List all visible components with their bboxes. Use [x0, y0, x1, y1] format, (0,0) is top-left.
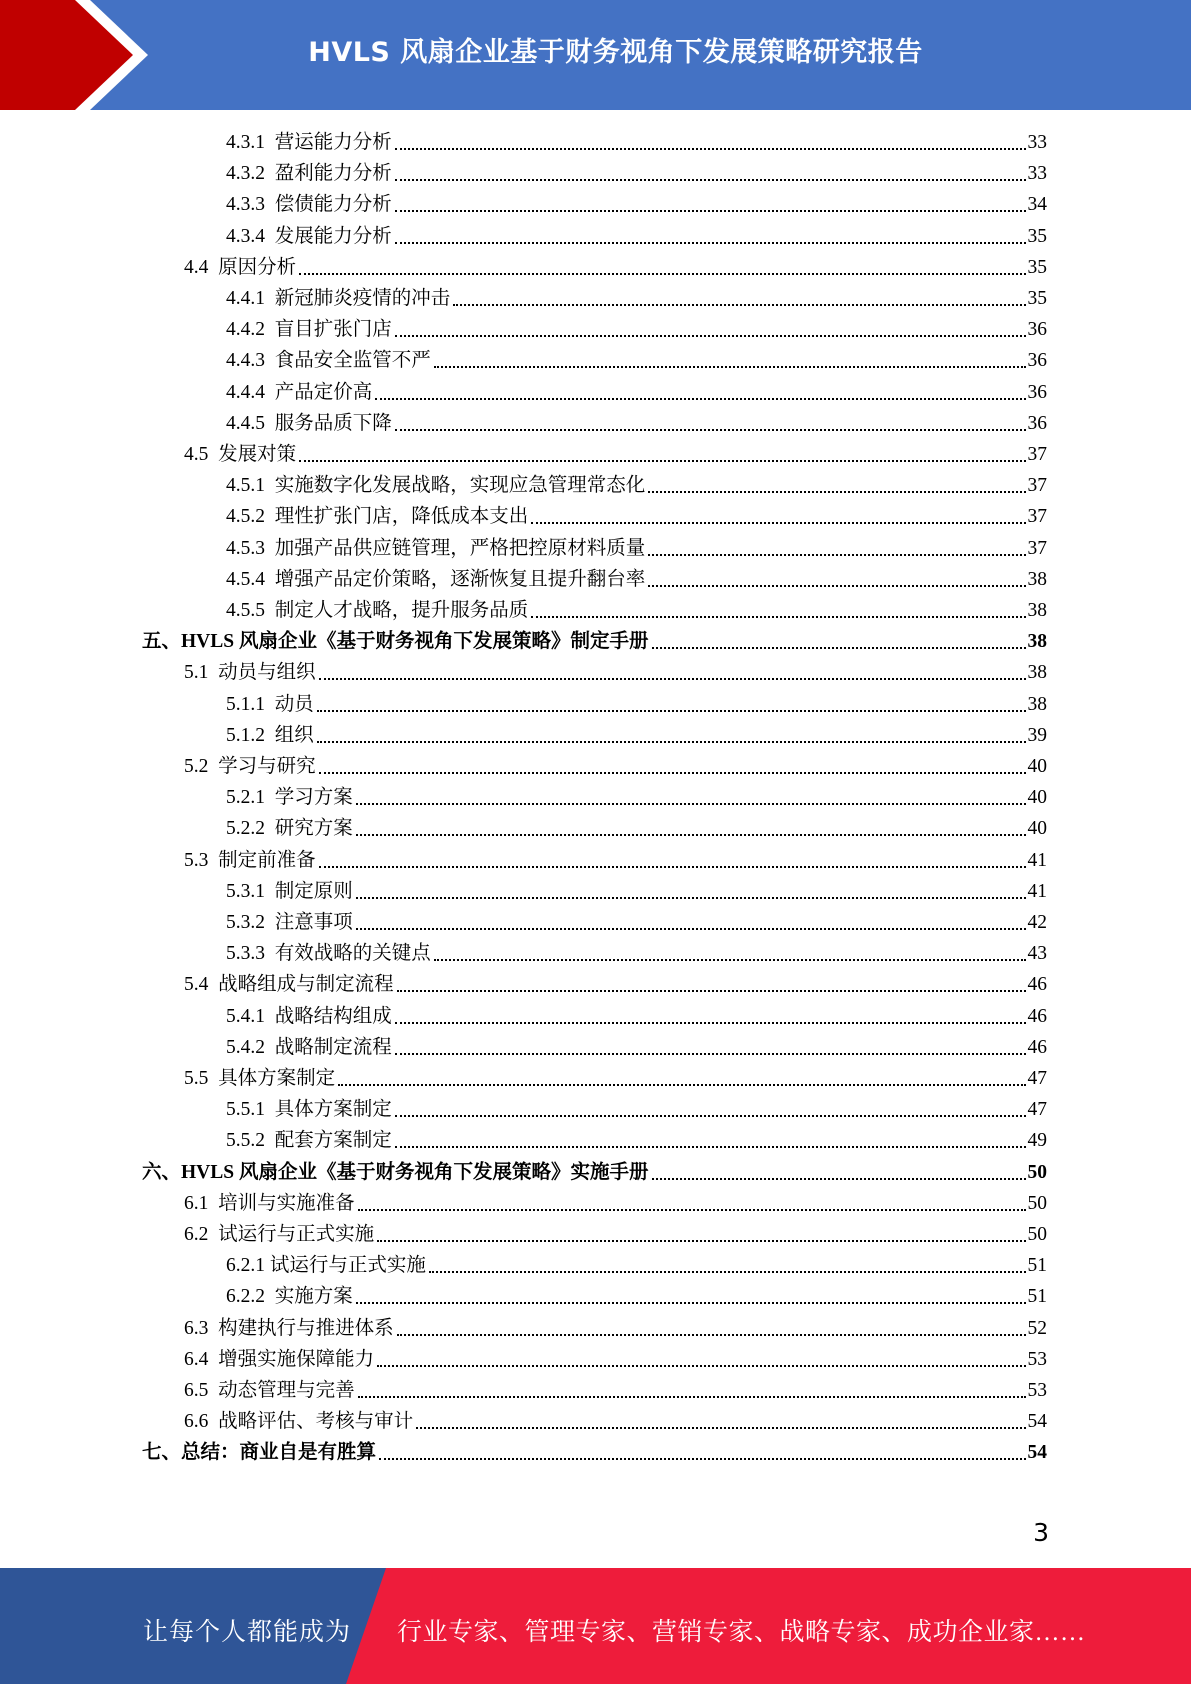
toc-entry-title: 营运能力分析 — [274, 132, 392, 153]
toc-dot-leader — [395, 179, 1026, 181]
toc-entry-title: 培训与实施准备 — [218, 1192, 355, 1214]
toc-entry[interactable] — [226, 876, 1047, 907]
toc-entry[interactable] — [184, 1344, 1047, 1375]
toc-entry-page: 54 — [1027, 1442, 1047, 1464]
toc-entry-page: 46 — [1027, 974, 1047, 996]
toc-entry-page: 47 — [1027, 1068, 1047, 1089]
toc-entry-page: 51 — [1027, 1255, 1047, 1277]
toc-dot-leader — [356, 928, 1026, 930]
toc-entry-title: 学习方案 — [274, 787, 353, 809]
toc-dot-leader — [356, 897, 1026, 899]
toc-entry-number: 6.2.1 — [226, 1255, 270, 1277]
toc-dot-leader — [317, 741, 1026, 743]
toc-entry-title: 注意事项 — [274, 912, 353, 933]
toc-entry-page: 53 — [1027, 1380, 1047, 1401]
toc-entry-number: 4.4.3 — [226, 350, 275, 372]
toc-entry-page: 50 — [1027, 1161, 1047, 1183]
toc-entry-number: 六、 — [142, 1161, 182, 1183]
toc-entry-page: 38 — [1027, 631, 1047, 653]
toc-entry-title: 发展能力分析 — [274, 225, 392, 247]
toc-entry-number: 5.2.2 — [226, 818, 275, 840]
toc-entry-page: 46 — [1027, 1036, 1047, 1058]
toc-entry[interactable] — [226, 1032, 1047, 1063]
toc-dot-leader — [319, 866, 1026, 868]
footer-slogan-left: 让每个人都能成为 — [143, 1619, 352, 1646]
toc-entry[interactable] — [142, 1437, 1047, 1468]
toc-entry-title: 食品安全监管不严 — [274, 350, 431, 372]
toc-entry[interactable] — [226, 314, 1047, 345]
toc-dot-leader — [395, 1146, 1026, 1148]
toc-entry-page: 42 — [1027, 912, 1047, 933]
toc-dot-leader — [648, 585, 1025, 587]
toc-dot-leader — [652, 647, 1026, 649]
toc-entry-title: 增强产品定价策略，逐渐恢复且提升翻台率 — [274, 568, 646, 590]
toc-entry-page: 49 — [1027, 1130, 1047, 1152]
toc-entry-number: 5.5.1 — [226, 1099, 275, 1121]
toc-entry-number: 4.5.3 — [226, 537, 275, 559]
toc-entry-page: 35 — [1027, 256, 1047, 278]
toc-entry[interactable] — [226, 533, 1047, 564]
toc-entry-page: 37 — [1027, 475, 1047, 497]
toc-entry-page: 37 — [1027, 506, 1047, 528]
toc-dot-leader — [299, 460, 1025, 462]
toc-entry-page: 33 — [1027, 163, 1047, 185]
toc-dot-leader — [395, 335, 1026, 337]
toc-entry[interactable] — [226, 938, 1047, 969]
toc-entry-number: 5.3.2 — [226, 912, 275, 933]
toc-entry-page: 41 — [1027, 849, 1047, 871]
toc-entry[interactable] — [226, 408, 1047, 439]
toc-entry-page: 36 — [1027, 412, 1047, 434]
toc-entry[interactable] — [226, 470, 1047, 501]
toc-entry-page: 50 — [1027, 1224, 1047, 1245]
toc-entry-page: 36 — [1027, 319, 1047, 341]
toc-entry-number: 5.5.2 — [226, 1130, 275, 1152]
toc-dot-leader — [416, 1427, 1025, 1429]
toc-dot-leader — [377, 1240, 1025, 1242]
toc-dot-leader — [319, 678, 1026, 680]
toc-entry-page: 38 — [1027, 568, 1047, 590]
toc-entry-title: 配套方案制定 — [274, 1130, 392, 1152]
toc-entry[interactable] — [226, 345, 1047, 376]
toc-entry-number: 5.4 — [184, 974, 219, 996]
toc-entry-title: 具体方案制定 — [274, 1099, 392, 1121]
toc-entry-title: 试运行与正式实施 — [269, 1255, 426, 1277]
toc-entry-number: 6.4 — [184, 1348, 219, 1370]
toc-dot-leader — [531, 616, 1025, 618]
toc-entry-page: 46 — [1027, 1005, 1047, 1027]
toc-entry-number: 5.1 — [184, 662, 219, 684]
toc-entry-page: 40 — [1027, 756, 1047, 777]
toc-dot-leader — [453, 304, 1025, 306]
toc-entry-page: 33 — [1027, 132, 1047, 153]
toc-entry-title: 动态管理与完善 — [218, 1380, 355, 1401]
toc-entry-title: 理性扩张门店，降低成本支出 — [274, 506, 529, 528]
toc-dot-leader — [395, 242, 1026, 244]
toc-dot-leader — [377, 1365, 1025, 1367]
toc-entry-number: 4.4.2 — [226, 319, 275, 341]
toc-entry-title: HVLS 风扇企业《基于财务视角下发展策略》制定手册 — [181, 631, 649, 653]
toc-entry-page: 47 — [1027, 1099, 1047, 1121]
toc-entry-number: 4.3.4 — [226, 225, 275, 247]
toc-entry-title: 盈利能力分析 — [274, 163, 392, 185]
toc-entry[interactable] — [142, 626, 1047, 657]
toc-entry-page: 36 — [1027, 350, 1047, 372]
toc-dot-leader — [648, 491, 1025, 493]
toc-entry-number: 6.5 — [184, 1380, 219, 1401]
toc-entry-title: 原因分析 — [218, 256, 297, 278]
toc-dot-leader — [652, 1178, 1026, 1180]
toc-entry-title: 增强实施保障能力 — [218, 1348, 375, 1370]
toc-entry-number: 5.1.2 — [226, 724, 275, 746]
page-number: 3 — [1033, 1518, 1049, 1547]
toc-entry-page: 54 — [1027, 1411, 1047, 1433]
toc-entry-title: 动员与组织 — [218, 662, 316, 684]
toc-entry-page: 51 — [1027, 1286, 1047, 1308]
toc-entry-page: 38 — [1027, 662, 1047, 684]
toc-entry-number: 4.5.5 — [226, 600, 275, 621]
footer-banner — [0, 1568, 1191, 1684]
toc-entry-number: 5.2.1 — [226, 787, 275, 809]
toc-entry-title: 偿债能力分析 — [274, 194, 392, 216]
toc-entry-number: 6.6 — [184, 1411, 219, 1433]
header-bar — [0, 0, 1191, 110]
toc-entry-title: 发展对策 — [218, 444, 297, 465]
toc-entry[interactable] — [184, 1063, 1047, 1094]
toc-entry-number: 5.5 — [184, 1068, 219, 1089]
toc-entry-page: 43 — [1027, 943, 1047, 965]
toc-entry-number: 5.1.1 — [226, 693, 275, 715]
toc-entry[interactable] — [226, 158, 1047, 189]
toc-entry-title: 学习与研究 — [218, 756, 316, 777]
toc-entry-number: 6.3 — [184, 1317, 219, 1339]
toc-entry-number: 4.4.4 — [226, 381, 275, 403]
toc-entry[interactable] — [226, 189, 1047, 220]
toc-entry[interactable] — [226, 1125, 1047, 1156]
toc-entry[interactable] — [184, 657, 1047, 688]
toc-entry-number: 5.4.2 — [226, 1036, 275, 1058]
toc-entry[interactable] — [226, 689, 1047, 720]
toc-dot-leader — [397, 990, 1026, 992]
toc-entry-number: 4.4 — [184, 256, 219, 278]
toc-dot-leader — [395, 148, 1026, 150]
toc-entry[interactable] — [226, 907, 1047, 938]
toc-entry-title: 具体方案制定 — [218, 1068, 336, 1089]
toc-entry-page: 34 — [1027, 194, 1047, 216]
toc-entry-page: 52 — [1027, 1317, 1047, 1339]
toc-entry[interactable] — [184, 252, 1047, 283]
toc-dot-leader — [356, 1302, 1026, 1304]
toc-entry-number: 5.3 — [184, 849, 219, 871]
toc-entry-page: 35 — [1027, 288, 1047, 309]
toc-entry-page: 36 — [1027, 381, 1047, 403]
toc-entry-page: 53 — [1027, 1348, 1047, 1370]
toc-entry-number: 5.3.1 — [226, 880, 275, 902]
toc-entry[interactable] — [226, 1094, 1047, 1125]
toc-entry-title: 制定原则 — [274, 880, 353, 902]
toc-entry[interactable] — [226, 127, 1047, 158]
toc-entry-title: 动员 — [274, 693, 314, 715]
toc-dot-leader — [299, 273, 1025, 275]
toc-entry-number: 5.4.1 — [226, 1005, 275, 1027]
toc-entry[interactable] — [184, 1375, 1047, 1406]
toc-dot-leader — [395, 210, 1026, 212]
toc-dot-leader — [356, 834, 1026, 836]
toc-entry[interactable] — [184, 439, 1047, 470]
toc-dot-leader — [358, 1209, 1026, 1211]
toc-entry-title: 总结：商业自是有胜算 — [181, 1442, 377, 1464]
toc-entry-number: 6.2.2 — [226, 1286, 275, 1308]
toc-entry-title: 服务品质下降 — [274, 412, 392, 434]
toc-entry[interactable] — [226, 1001, 1047, 1032]
toc-entry-number: 6.1 — [184, 1192, 219, 1214]
toc-entry[interactable] — [184, 1219, 1047, 1250]
toc-dot-leader — [397, 1334, 1026, 1336]
toc-entry-title: 有效战略的关键点 — [274, 943, 431, 965]
toc-entry-page: 50 — [1027, 1192, 1047, 1214]
toc-entry-page: 37 — [1027, 537, 1047, 559]
toc-entry[interactable] — [184, 751, 1047, 782]
toc-dot-leader — [434, 366, 1026, 368]
toc-entry[interactable] — [184, 1406, 1047, 1437]
document-title: HVLS 风扇企业基于财务视角下发展策略研究报告 — [308, 37, 923, 68]
toc-entry-page: 35 — [1027, 225, 1047, 247]
toc-entry-number: 6.2 — [184, 1224, 219, 1245]
toc-dot-leader — [395, 1053, 1026, 1055]
toc-dot-leader — [358, 1396, 1026, 1398]
toc-entry-number: 4.5 — [184, 444, 219, 465]
toc-entry-page: 38 — [1027, 600, 1047, 621]
toc-entry-title: 战略结构组成 — [274, 1005, 392, 1027]
toc-entry[interactable] — [184, 969, 1047, 1000]
toc-entry-title: 制定人才战略，提升服务品质 — [274, 600, 529, 621]
toc-dot-leader — [429, 1271, 1026, 1273]
toc-entry-title: 构建执行与推进体系 — [218, 1317, 394, 1339]
toc-entry-title: 实施数字化发展战略，实现应急管理常态化 — [274, 475, 646, 497]
toc-entry-number: 4.5.1 — [226, 475, 275, 497]
toc-entry[interactable] — [226, 501, 1047, 532]
toc-entry-title: 战略制定流程 — [274, 1036, 392, 1058]
toc-entry-number: 4.4.1 — [226, 288, 275, 309]
toc-entry[interactable] — [184, 1313, 1047, 1344]
toc-dot-leader — [319, 772, 1026, 774]
toc-entry-title: 战略评估、考核与审计 — [218, 1411, 414, 1433]
toc-entry-number: 五、 — [142, 631, 182, 653]
toc-dot-leader — [379, 1458, 1025, 1460]
toc-entry-title: 研究方案 — [274, 818, 353, 840]
toc-entry-title: 实施方案 — [274, 1286, 353, 1308]
toc-entry-number: 七、 — [142, 1442, 182, 1464]
toc-dot-leader — [395, 1022, 1026, 1024]
toc-entry-title: 新冠肺炎疫情的冲击 — [274, 288, 451, 309]
toc-dot-leader — [338, 1084, 1025, 1086]
toc-entry[interactable] — [226, 813, 1047, 844]
toc-dot-leader — [317, 710, 1026, 712]
toc-dot-leader — [395, 1115, 1026, 1117]
toc-entry-title: HVLS 风扇企业《基于财务视角下发展策略》实施手册 — [181, 1161, 649, 1183]
toc-entry[interactable] — [226, 221, 1047, 252]
toc-entry[interactable] — [226, 564, 1047, 595]
toc-entry-page: 41 — [1027, 880, 1047, 902]
toc-entry[interactable] — [226, 1250, 1047, 1281]
toc-entry-title: 产品定价高 — [274, 381, 373, 403]
toc-entry-title: 战略组成与制定流程 — [218, 974, 394, 996]
toc-entry[interactable] — [226, 782, 1047, 813]
toc-entry-number: 4.4.5 — [226, 412, 275, 434]
toc-entry[interactable] — [142, 1157, 1047, 1188]
toc-dot-leader — [531, 522, 1025, 524]
toc-entry[interactable] — [226, 595, 1047, 626]
toc-entry-title: 组织 — [274, 724, 314, 746]
toc-entry-number: 4.5.2 — [226, 506, 275, 528]
toc-dot-leader — [356, 803, 1026, 805]
toc-entry[interactable] — [184, 1188, 1047, 1219]
toc-entry-page: 40 — [1027, 818, 1047, 840]
toc-entry-number: 4.3.2 — [226, 163, 275, 185]
toc-entry-number: 4.3.1 — [226, 132, 275, 153]
toc-entry-title: 制定前准备 — [218, 849, 316, 871]
toc-entry[interactable] — [226, 377, 1047, 408]
toc-entry-number: 5.3.3 — [226, 943, 275, 965]
toc-entry-number: 5.2 — [184, 756, 219, 777]
toc-entry-number: 4.3.3 — [226, 194, 275, 216]
toc-entry-number: 4.5.4 — [226, 568, 275, 590]
toc-entry-title: 加强产品供应链管理，严格把控原材料质量 — [274, 537, 646, 559]
toc-dot-leader — [648, 554, 1025, 556]
toc-entry[interactable] — [226, 283, 1047, 314]
toc-dot-leader — [375, 398, 1025, 400]
toc-dot-leader — [434, 959, 1026, 961]
toc-entry-page: 39 — [1027, 724, 1047, 746]
toc-entry-page: 38 — [1027, 693, 1047, 715]
toc-entry-page: 40 — [1027, 787, 1047, 809]
toc-entry-title: 盲目扩张门店 — [274, 319, 392, 341]
toc-entry[interactable] — [226, 720, 1047, 751]
footer-slogan-right: 行业专家、管理专家、营销专家、战略专家、成功企业家…… — [397, 1619, 1086, 1646]
toc-entry-title: 试运行与正式实施 — [218, 1224, 375, 1245]
toc-entry[interactable] — [184, 845, 1047, 876]
toc-entry-page: 37 — [1027, 444, 1047, 465]
toc-entry[interactable] — [226, 1281, 1047, 1312]
toc-dot-leader — [395, 429, 1026, 431]
